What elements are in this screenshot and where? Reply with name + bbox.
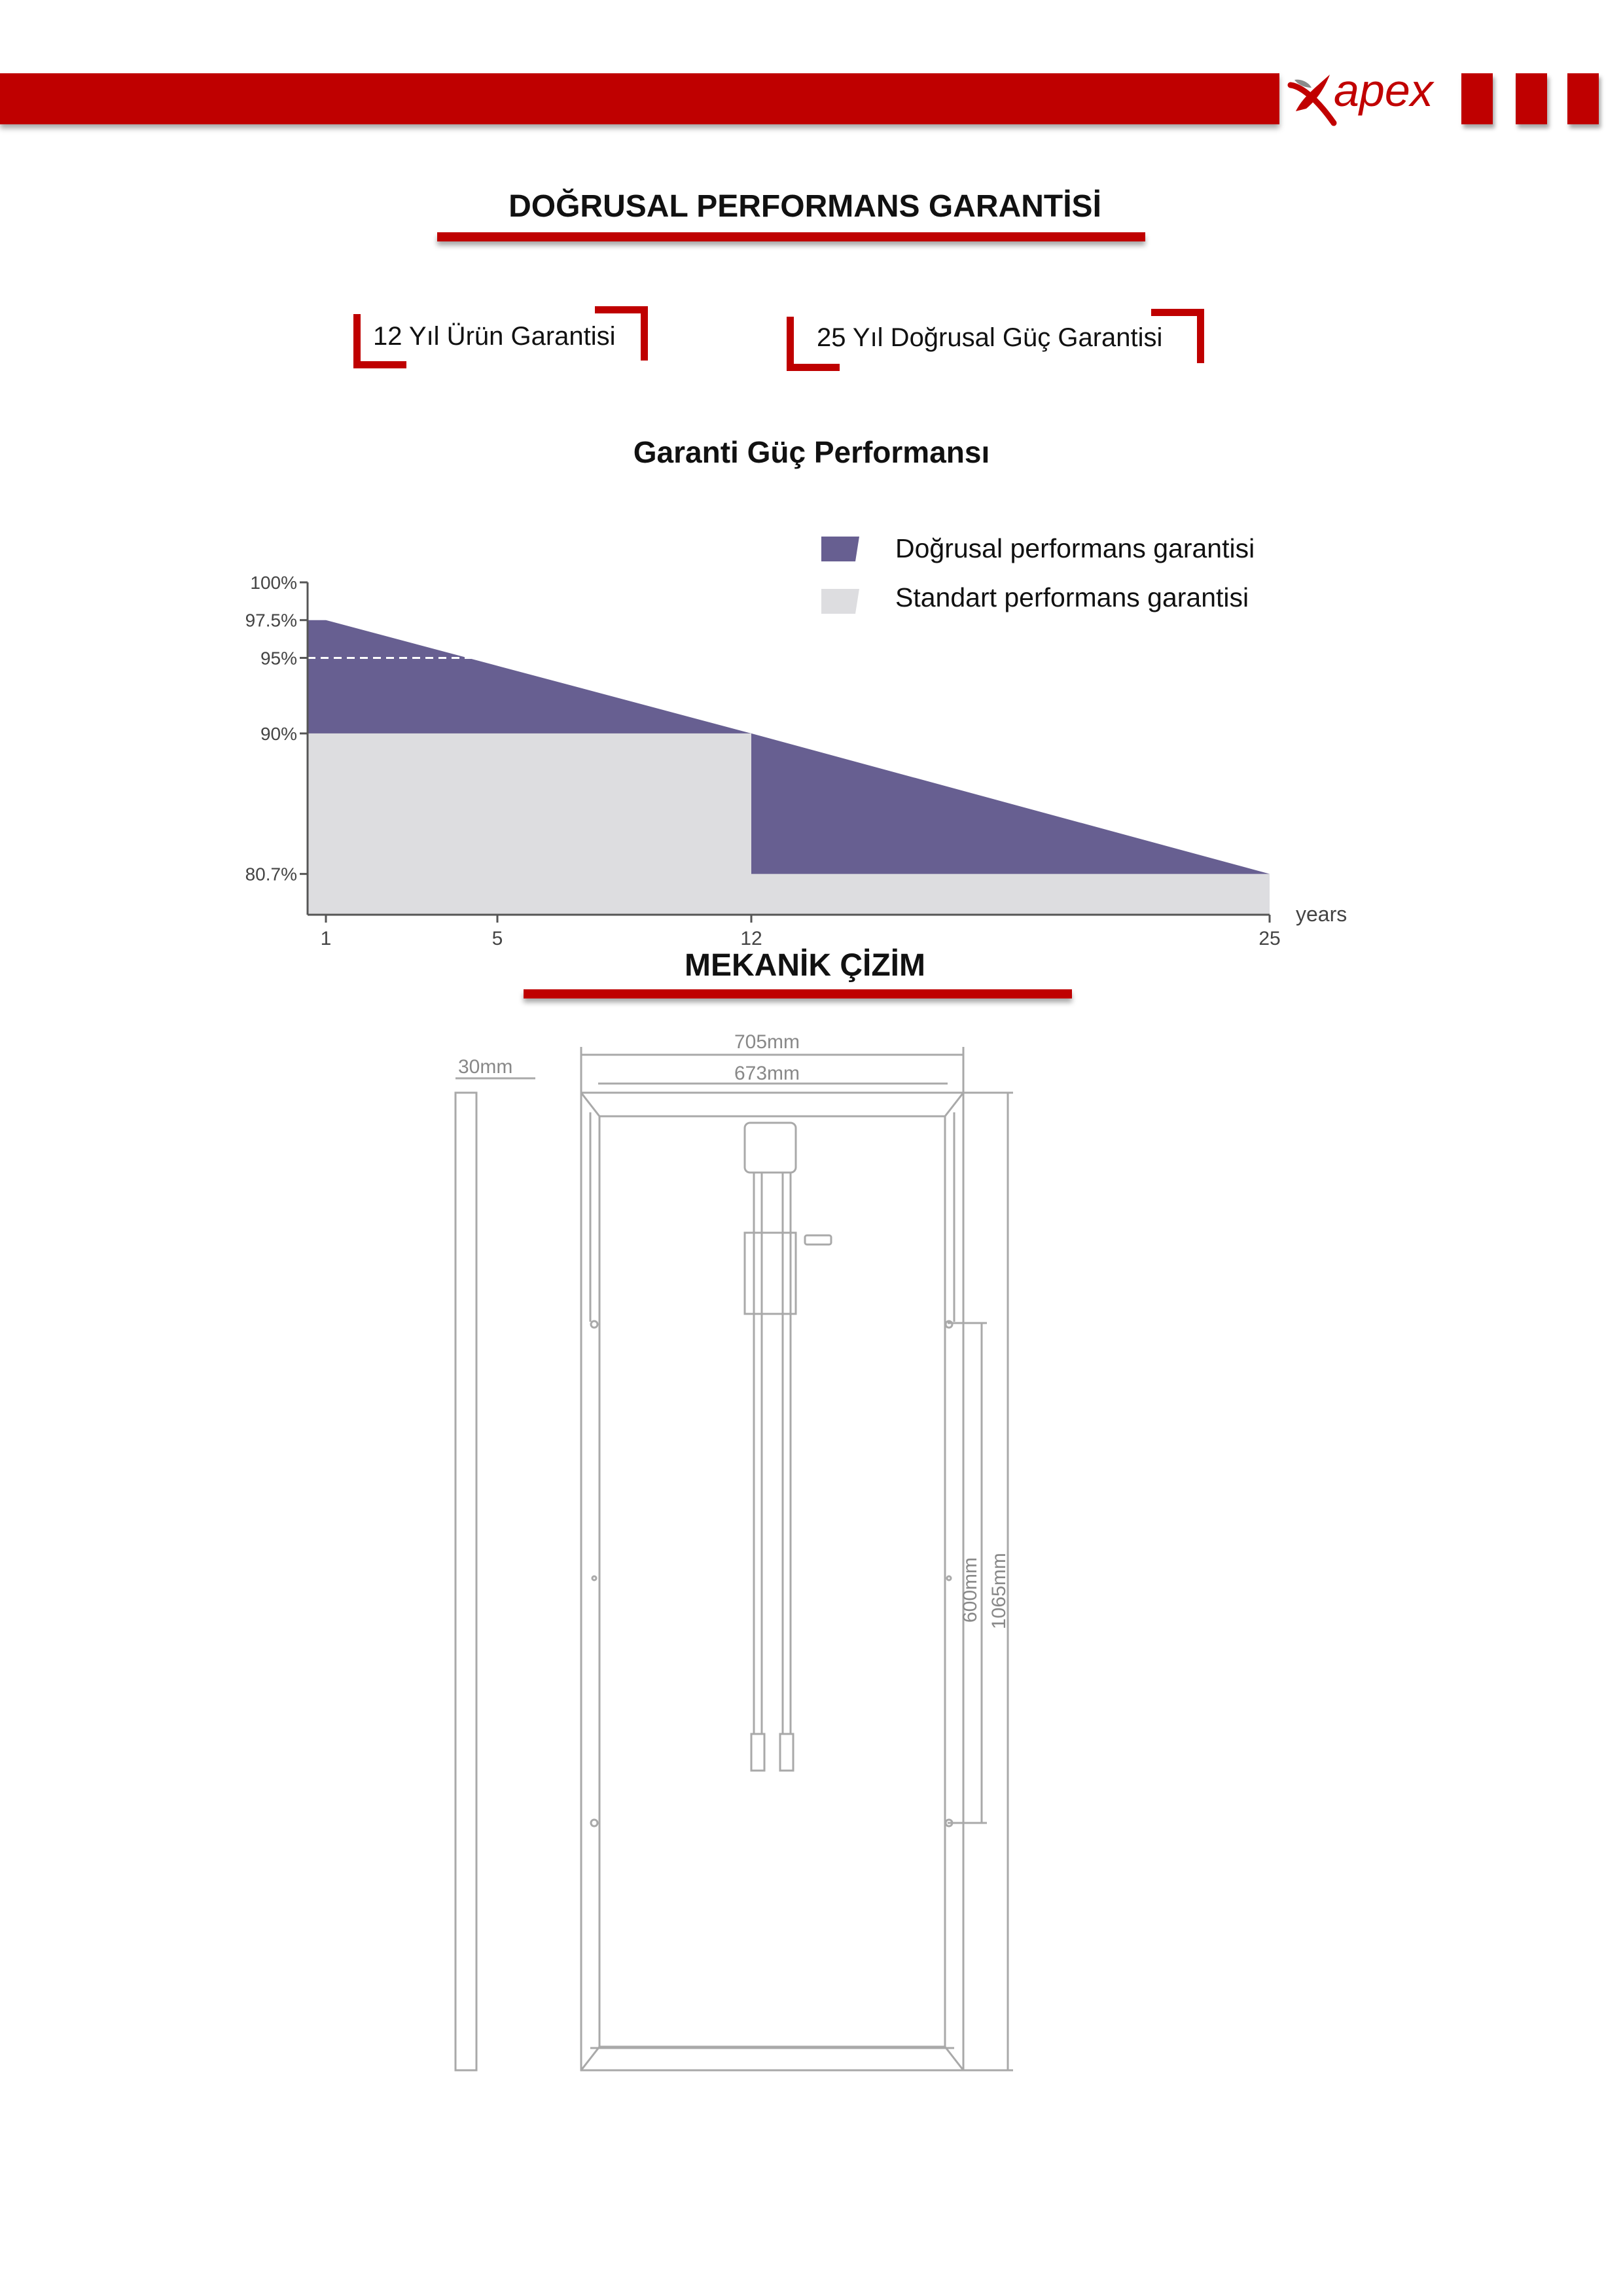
power-warranty-text: 25 Yıl Doğrusal Güç Garantisi — [817, 323, 1163, 352]
label-tag — [805, 1235, 831, 1245]
x-tick-group — [321, 915, 1281, 949]
height-label: 1065mm — [988, 1553, 1010, 1629]
logo-text: apex — [1334, 65, 1433, 116]
chart-title: Garanti Güç Performansı — [633, 435, 990, 469]
x-tick-label: 1 — [320, 928, 332, 949]
x-tick-label: 12 — [740, 928, 762, 949]
legend-label-standard: Standart performans garantisi — [895, 582, 1249, 612]
junction-box — [745, 1123, 796, 1173]
legend-label-linear: Doğrusal performans garantisi — [895, 533, 1255, 563]
thickness-label: 30mm — [458, 1056, 513, 1078]
x-tick-label: 5 — [491, 928, 503, 949]
mechanical-title-rule — [524, 989, 1072, 998]
y-tick-group — [245, 573, 308, 885]
performance-section-title: DOĞRUSAL PERFORMANS GARANTİSİ — [508, 189, 1101, 224]
product-warranty-text: 12 Yıl Ürün Garantisi — [373, 322, 616, 351]
mechanical-section-title: MEKANİK ÇİZİM — [685, 948, 925, 983]
outer-width-label: 705mm — [734, 1031, 800, 1053]
y-tick-label: 90% — [260, 723, 297, 744]
y-tick-label: 97.5% — [245, 610, 297, 631]
x-axis-label: years — [1296, 902, 1347, 926]
y-tick-label: 95% — [260, 648, 297, 669]
panel-frame-outer — [581, 1093, 963, 2070]
connector-left — [751, 1734, 764, 1771]
side-profile — [455, 1093, 476, 2070]
panel-frame-inner — [599, 1116, 945, 2047]
x-tick-label: 25 — [1258, 928, 1281, 949]
inner-width-label: 673mm — [734, 1063, 800, 1084]
connector-right — [780, 1734, 793, 1771]
cable-clip — [745, 1233, 796, 1314]
y-tick-label: 100% — [250, 573, 297, 593]
warranty-power-chart — [0, 0, 1623, 955]
y-tick-label: 80.7% — [245, 864, 297, 885]
mount-spacing-label: 600mm — [959, 1557, 981, 1623]
